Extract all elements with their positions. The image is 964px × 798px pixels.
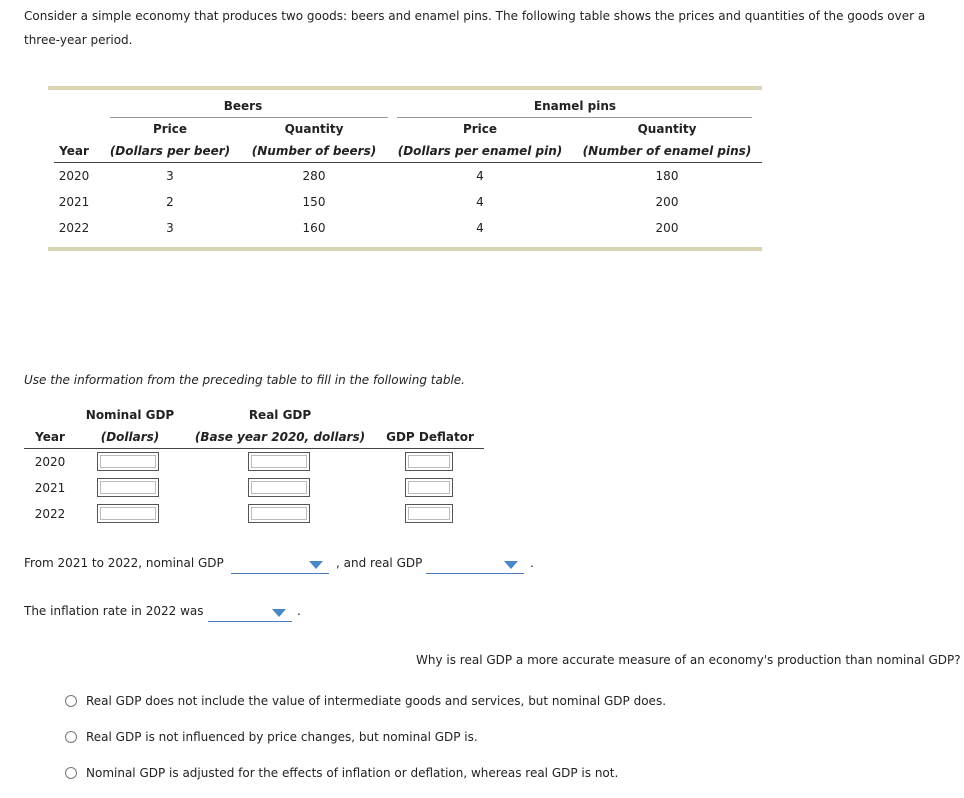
chevron-down-icon — [272, 609, 286, 617]
table-bottom-border — [48, 247, 762, 251]
option-label: Real GDP does not include the value of intermediate goods and services, but nominal GDP does. — [86, 694, 667, 708]
unit-real-gdp: (Base year 2020, dollars) — [194, 430, 366, 444]
radio-option-1[interactable] — [65, 695, 77, 707]
group-header-enamel-pins: Enamel pins — [533, 99, 617, 113]
unit-beer-price: (Dollars per beer) — [109, 144, 231, 158]
row-beer-price: 2 — [166, 195, 174, 209]
group-header-beers: Beers — [223, 99, 263, 113]
pins-underline — [397, 117, 752, 118]
header-beer-quantity: Quantity — [284, 122, 344, 136]
row-year: 2020 — [34, 455, 66, 469]
row-year: 2020 — [58, 169, 90, 183]
row-pin-quantity: 200 — [655, 221, 679, 235]
header-pin-quantity: Quantity — [637, 122, 697, 136]
header-divider — [54, 162, 762, 163]
gdp-header-divider — [24, 448, 484, 449]
unit-pin-price: (Dollars per enamel pin) — [397, 144, 563, 158]
row-year: 2022 — [58, 221, 90, 235]
inflation-rate-dropdown[interactable] — [208, 604, 292, 622]
row-year: 2021 — [58, 195, 90, 209]
beers-underline — [110, 117, 388, 118]
row-pin-price: 4 — [476, 169, 484, 183]
nominal-gdp-change-dropdown[interactable] — [231, 556, 329, 574]
gdp-deflator-2021-input[interactable] — [405, 478, 453, 497]
real-change-prompt: , and real GDP — [336, 556, 423, 570]
header-pin-price: Price — [462, 122, 498, 136]
table-top-border — [48, 86, 762, 90]
intro-text: Consider a simple economy that produces two goods: beers and enamel pins. The following table shows the prices and quantities of the goods over a three-year period. — [24, 9, 926, 47]
row-beer-price: 3 — [166, 221, 174, 235]
nominal-gdp-2022-input[interactable] — [97, 504, 159, 523]
nominal-gdp-2021-input[interactable] — [97, 478, 159, 497]
header-beer-price: Price — [152, 122, 188, 136]
gdp-deflator-2020-input[interactable] — [405, 452, 453, 471]
header-gdp-deflator: GDP Deflator — [386, 430, 474, 444]
header-year: Year — [59, 144, 89, 158]
gdp-deflator-2022-input[interactable] — [405, 504, 453, 523]
option-label: Real GDP is not influenced by price changes, but nominal GDP is. — [86, 730, 478, 744]
unit-pin-quantity: (Number of enamel pins) — [582, 144, 752, 158]
inflation-rate-prompt: The inflation rate in 2022 was — [24, 604, 204, 618]
real-gdp-2022-input[interactable] — [248, 504, 310, 523]
nominal-gdp-2020-input[interactable] — [97, 452, 159, 471]
real-gdp-2020-input[interactable] — [248, 452, 310, 471]
real-gdp-2021-input[interactable] — [248, 478, 310, 497]
question-text: Why is real GDP a more accurate measure of an economy's production than nominal GDP? — [416, 653, 961, 667]
sentence1-period: . — [530, 556, 534, 570]
row-beer-quantity: 160 — [302, 221, 326, 235]
header-year: Year — [35, 430, 65, 444]
radio-option-3[interactable] — [65, 767, 77, 779]
header-real-gdp: Real GDP — [248, 408, 312, 422]
sentence2-period: . — [297, 604, 301, 618]
row-pin-quantity: 180 — [655, 169, 679, 183]
nominal-change-prompt: From 2021 to 2022, nominal GDP — [24, 556, 224, 570]
row-year: 2021 — [34, 481, 66, 495]
chevron-down-icon — [309, 561, 323, 569]
header-nominal-gdp: Nominal GDP — [85, 408, 175, 422]
instruction-text: Use the information from the preceding table to fill in the following table. — [24, 373, 465, 387]
row-beer-quantity: 280 — [302, 169, 326, 183]
row-pin-price: 4 — [476, 195, 484, 209]
unit-beer-quantity: (Number of beers) — [251, 144, 377, 158]
row-beer-quantity: 150 — [302, 195, 326, 209]
row-year: 2022 — [34, 507, 66, 521]
row-pin-price: 4 — [476, 221, 484, 235]
real-gdp-change-dropdown[interactable] — [426, 556, 524, 574]
unit-nominal-gdp: (Dollars) — [100, 430, 160, 444]
option-label: Nominal GDP is adjusted for the effects of inflation or deflation, whereas real GDP is not. — [86, 766, 619, 780]
row-beer-price: 3 — [166, 169, 174, 183]
radio-option-2[interactable] — [65, 731, 77, 743]
chevron-down-icon — [504, 561, 518, 569]
row-pin-quantity: 200 — [655, 195, 679, 209]
